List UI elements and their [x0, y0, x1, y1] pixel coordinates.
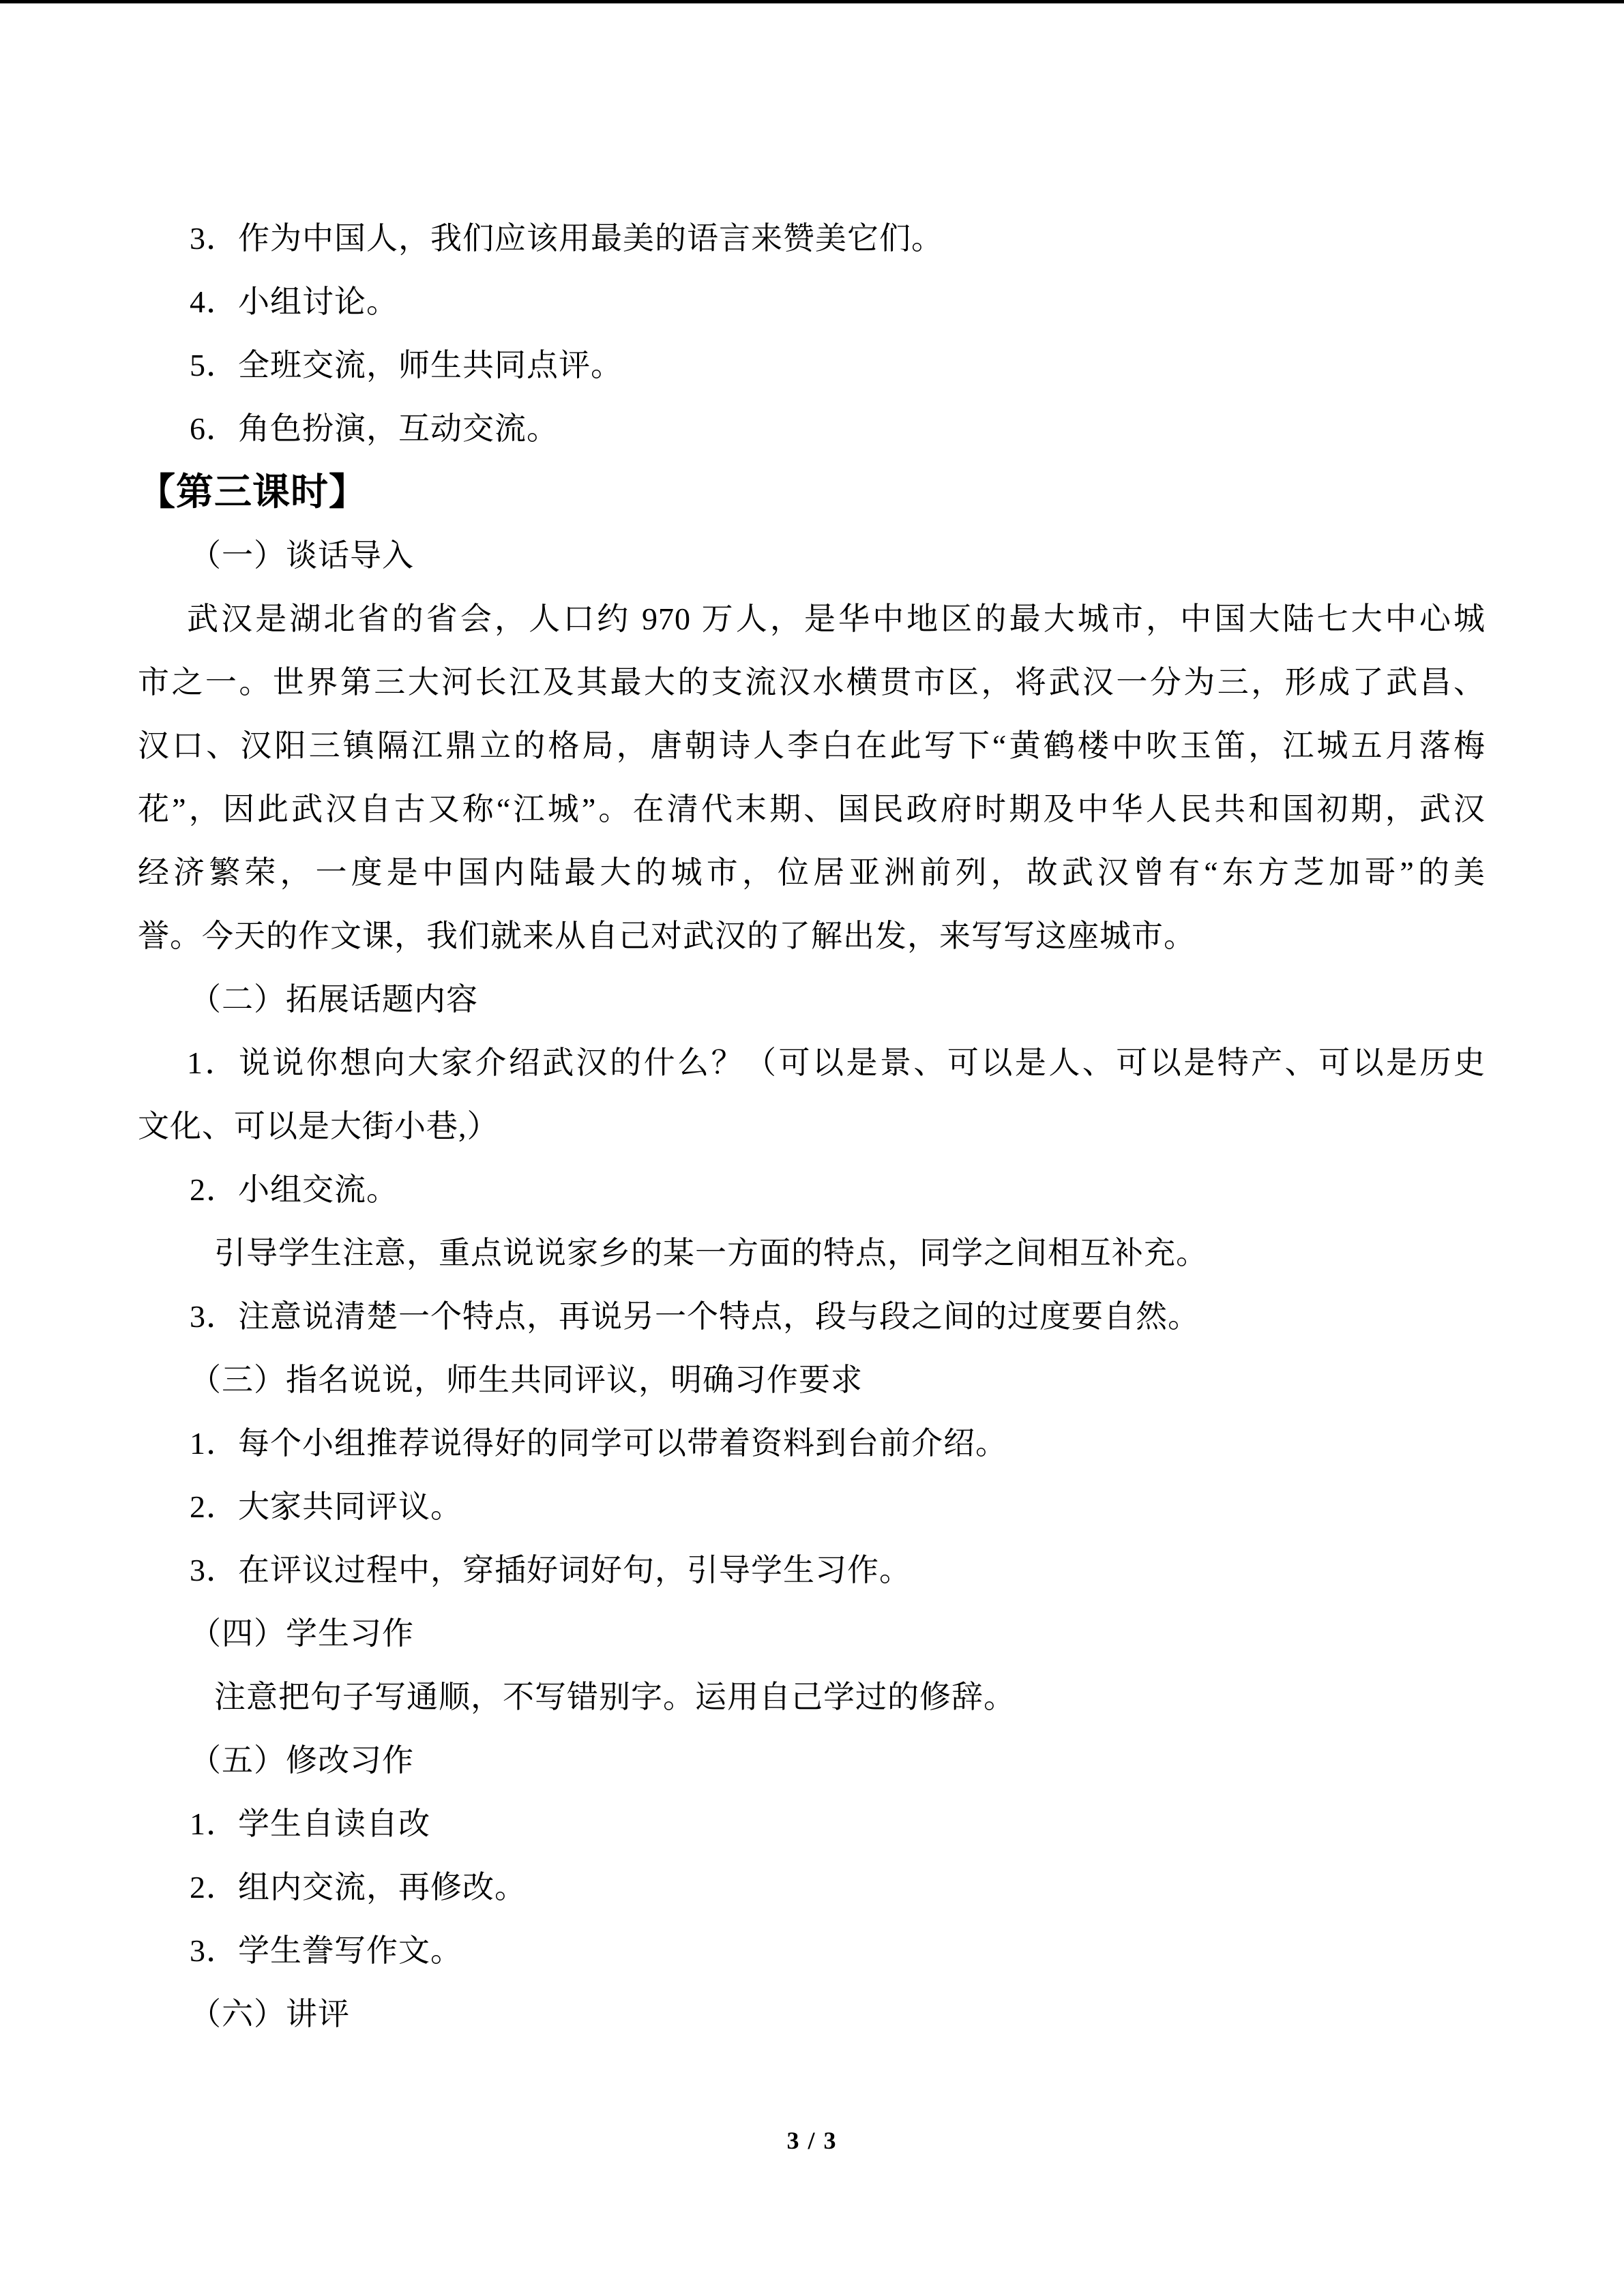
text-line: 3．学生誊写作文。 [190, 1933, 462, 1968]
text-line: 花”，因此武汉自古又称“江城”。在清代末期、国民政府时期及中华人民共和国初期，武汉 [138, 792, 1486, 826]
text-line: 6．角色扮演，互动交流。 [190, 411, 559, 446]
text-line: （一）谈话导入 [190, 538, 414, 573]
text-line: （三）指名说说，师生共同评议，明确习作要求 [190, 1362, 863, 1397]
text-line: 注意把句子写通顺，不写错别字。运用自己学过的修辞。 [214, 1680, 1016, 1714]
text-line: 汉口、汉阳三镇隔江鼎立的格局，唐朝诗人李白在此写下“黄鹤楼中吹玉笛，江城五月落梅 [138, 728, 1486, 763]
text-line: 2．组内交流，再修改。 [190, 1870, 527, 1905]
text-line: 市之一。世界第三大河长江及其最大的支流汉水横贯市区，将武汉一分为三，形成了武昌、 [138, 665, 1486, 700]
text-line: （二）拓展话题内容 [190, 982, 478, 1017]
text-line: （五）修改习作 [190, 1743, 414, 1778]
text-line: 5．全班交流，师生共同点评。 [190, 348, 623, 383]
text-line: 3．在评议过程中，穿插好词好句，引导学生习作。 [190, 1553, 911, 1587]
text-line: 1．学生自读自改 [190, 1806, 430, 1841]
text-line: （六）讲评 [190, 1997, 350, 2031]
text-line: 3．注意说清楚一个特点，再说另一个特点，段与段之间的过度要自然。 [190, 1299, 1200, 1334]
text-line: 经济繁荣，一度是中国内陆最大的城市，位居亚洲前列，故武汉曾有“东方芝加哥”的美 [138, 855, 1486, 890]
text-line: 誉。今天的作文课，我们就来从自己对武汉的了解出发，来写写这座城市。 [138, 919, 1196, 953]
text-line: 2．大家共同评议。 [190, 1489, 462, 1524]
text-line: 4．小组讨论。 [190, 284, 398, 319]
text-line: 武汉是湖北省的省会，人口约 970 万人，是华中地区的最大城市，中国大陆七大中心城 [187, 601, 1486, 636]
text-line: （四）学生习作 [190, 1616, 414, 1651]
text-line: 引导学生注意，重点说说家乡的某一方面的特点，同学之间相互补充。 [214, 1236, 1208, 1270]
text-line: 1．说说你想向大家介绍武汉的什么？（可以是景、可以是人、可以是特产、可以是历史 [187, 1045, 1486, 1080]
text-line: 3．作为中国人，我们应该用最美的语言来赞美它们。 [190, 221, 943, 256]
page-top-border [0, 0, 1624, 3]
document-body [138, 207, 1486, 2046]
section-heading: 【第三课时】 [138, 471, 368, 513]
text-line: 1．每个小组推荐说得好的同学可以带着资料到台前介绍。 [190, 1426, 1007, 1461]
page-number: 3 / 3 [786, 2127, 838, 2154]
text-line: 文化、可以是大街小巷,） [138, 1109, 499, 1144]
text-line: 2．小组交流。 [190, 1172, 398, 1207]
